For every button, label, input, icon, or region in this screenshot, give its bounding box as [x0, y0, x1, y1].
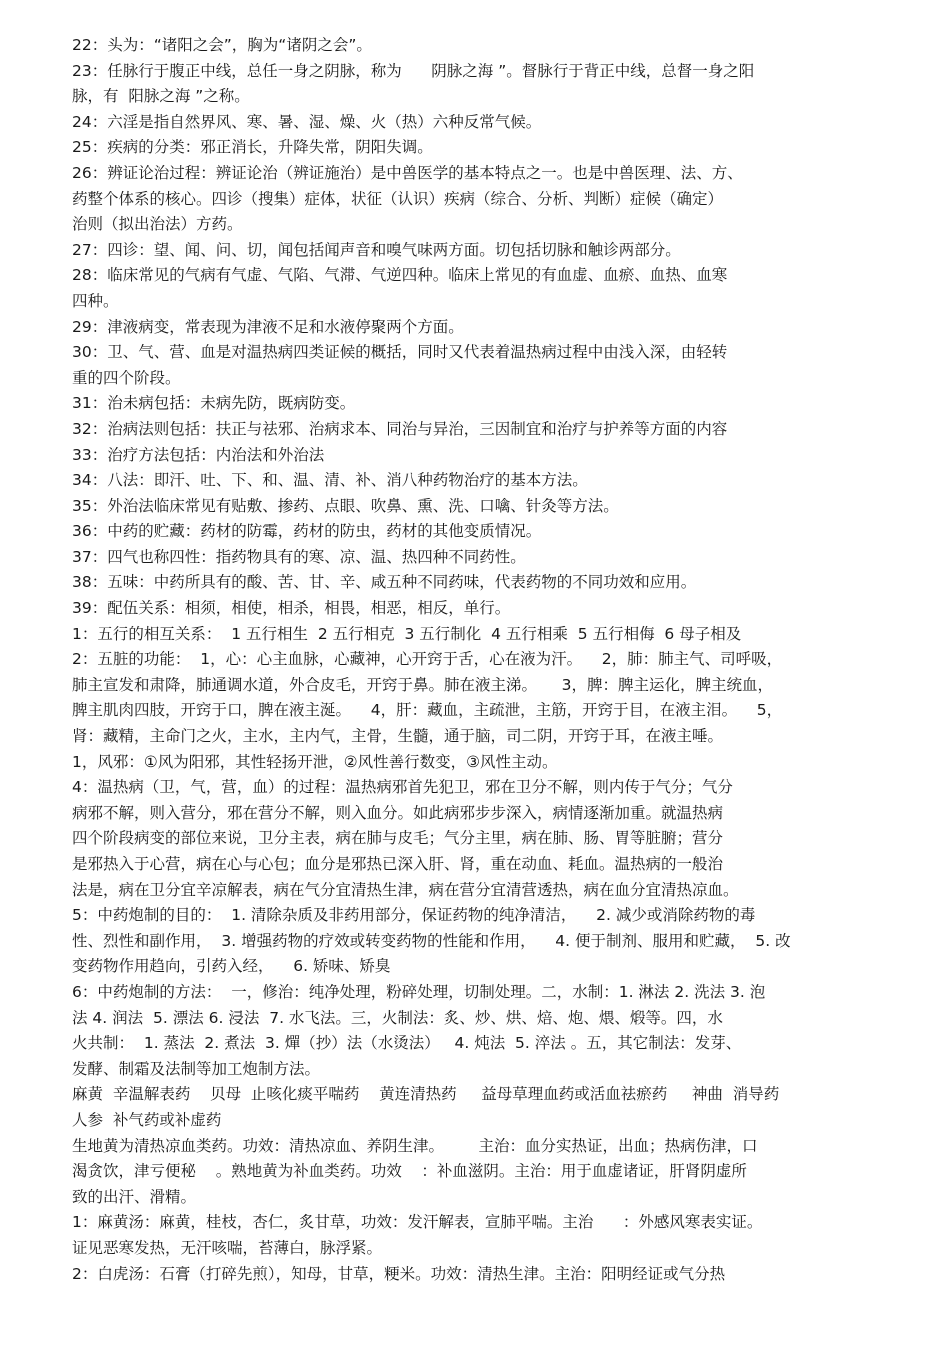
text-line: 治则（拟出治法）方药。	[72, 215, 243, 234]
text-line: 法 4. 润法 5. 漂法 6. 浸法 7. 水飞法。三，火制法：炙、炒、烘、焙、炮、煨、煅等。四，水	[72, 1008, 723, 1027]
text-line: 发酵、制霜及法制等加工炮制方法。	[72, 1059, 321, 1078]
text-line: 证见恶寒发热，无汗咳喘，苔薄白，脉浮紧。	[72, 1238, 383, 1257]
text-line: 脉，有 阳脉之海 ”之称。	[72, 87, 250, 106]
text-line: 37：四气也称四性：指药物具有的寒、凉、温、热四种不同药性。	[72, 547, 526, 566]
text-line: 生地黄为清热凉血类药。功效：清热凉血、养阴生津。 主治：血分实热证，出血；热病伤津，口	[72, 1136, 758, 1155]
text-line: 1：五行的相互关系： 1 五行相生 2 五行相克 3 五行制化 4 五行相乘 5 五行相侮 6 母子相及	[72, 624, 742, 643]
text-line: 26：辨证论治过程：辨证论治（辨证施治）是中兽医学的基本特点之一。也是中兽医理、法、方、	[72, 163, 743, 182]
text-line: 肾：藏精，主命门之火，主水，主内气，主骨，生髓，通于脑，司二阴，开窍于耳，在液主唾。	[72, 727, 724, 746]
text-line: 27：四诊：望、闻、问、切，闻包括闻声音和嗅气味两方面。切包括切脉和触诊两部分。	[72, 240, 681, 259]
text-line: 23：任脉行于腹正中线，总任一身之阴脉，称为 阴脉之海 ”。督脉行于背正中线，总督一身之阳	[72, 61, 755, 80]
text-line: 重的四个阶段。	[72, 368, 181, 387]
text-line: 性、烈性和副作用， 3. 增强药物的疗效或转变药物的性能和作用， 4. 便于制剂、服用和贮藏， 5. 改	[72, 931, 791, 950]
text-line: 致的出汗、滑精。	[72, 1187, 197, 1206]
text-line: 四个阶段病变的部位来说，卫分主表，病在肺与皮毛；气分主里，病在肺、肠、胃等脏腑；营分	[72, 829, 724, 848]
text-line: 药整个体系的核心。四诊（搜集）症体，状征（认识）疾病（综合、分析、判断）症候（确定）	[72, 189, 724, 208]
text-line: 38：五味：中药所具有的酸、苦、甘、辛、咸五种不同药味，代表药物的不同功效和应用。	[72, 573, 697, 592]
text-line: 四种。	[72, 291, 119, 310]
text-line: 24：六淫是指自然界风、寒、暑、湿、燥、火（热）六种反常气候。	[72, 112, 542, 131]
text-line: 36：中药的贮藏：药材的防霉，药材的防虫，药材的其他变质情况。	[72, 522, 542, 541]
text-line: 34：八法：即汗、吐、下、和、温、清、补、消八种药物治疗的基本方法。	[72, 471, 588, 490]
text-line: 5：中药炮制的目的： 1. 清除杂质及非药用部分，保证药物的纯净清洁， 2. 减少或消除药物的毒	[72, 906, 756, 925]
text-line: 35：外治法临床常见有贴敷、掺药、点眼、吹鼻、熏、洗、口噙、针灸等方法。	[72, 496, 619, 515]
text-line: 25：疾病的分类：邪正消长，升降失常，阴阳失调。	[72, 138, 433, 157]
text-line: 29：津液病变，常表现为津液不足和水液停聚两个方面。	[72, 317, 464, 336]
text-line: 病邪不解，则入营分，邪在营分不解，则入血分。如此病邪步步深入，病情逐渐加重。就温热病	[72, 803, 724, 822]
text-line: 麻黄 辛温解表药 贝母 止咳化痰平喘药 黄连清热药 益母草理血药或活血祛瘀药 神曲 消导药	[72, 1085, 780, 1104]
text-line: 渴贪饮，津亏便秘 。熟地黄为补血类药。功效 ：补血滋阴。主治：用于血虚诸证，肝肾阴虚所	[72, 1162, 747, 1181]
text-line: 39：配伍关系：相须，相使，相杀，相畏，相恶，相反，单行。	[72, 599, 511, 618]
text-line: 1，风邪：①风为阳邪，其性轻扬开泄，②风性善行数变，③风性主动。	[72, 752, 558, 771]
text-line: 4：温热病（卫，气，营，血）的过程：温热病邪首先犯卫，邪在卫分不解，则内传于气分；气分	[72, 778, 733, 797]
text-line: 肺主宣发和肃降，肺通调水道，外合皮毛，开窍于鼻。肺在液主涕。 3，脾：脾主运化，脾主统血，	[72, 675, 773, 694]
text-line: 人参 补气药或补虚药	[72, 1110, 222, 1129]
text-line: 6：中药炮制的方法： 一，修治：纯净处理，粉碎处理，切制处理。二，水制：1. 淋法 2. 洗法 3. 泡	[72, 982, 766, 1001]
text-line: 2：五脏的功能： 1，心：心主血脉，心藏神，心开窍于舌，心在液为汗。 2，肺：肺主气、司呼吸，	[72, 650, 783, 669]
text-line: 31：治未病包括：未病先防，既病防变。	[72, 394, 356, 413]
document-page	[72, 33, 887, 1287]
text-line: 变药物作用趋向，引药入经， 6. 矫味、矫臭	[72, 957, 391, 976]
text-line: 30：卫、气、营、血是对温热病四类证候的概括，同时又代表着温热病过程中由浅入深，由轻转	[72, 343, 728, 362]
text-line: 脾主肌肉四肢，开窍于口，脾在液主涎。 4，肝：藏血，主疏泄，主筋，开窍于目，在液主泪。 5，	[72, 701, 783, 720]
text-line: 2：白虎汤：石膏（打碎先煎），知母，甘草，粳米。功效：清热生津。主治：阳明经证或气分热	[72, 1264, 726, 1283]
text-line: 法是，病在卫分宜辛凉解表，病在气分宜清热生津，病在营分宜清营透热，病在血分宜清热凉血。	[72, 880, 739, 899]
text-line: 22：头为：“诸阳之会”，胸为“诸阴之会”。	[72, 36, 372, 54]
text-line: 是邪热入于心营，病在心与心包；血分是邪热已深入肝、肾，重在动血、耗血。温热病的一般治	[72, 855, 724, 873]
text-line: 火共制： 1. 蒸法 2. 煮法 3. 燀（抄）法（水烫法） 4. 炖法 5. 淬法 。五，其它制法：发芽、	[72, 1034, 742, 1053]
text-line: 33：治疗方法包括：内治法和外治法	[72, 445, 325, 464]
text-line: 28：临床常见的气病有气虚、气陷、气滞、气逆四种。临床上常见的有血虚、血瘀、血热、血寒	[72, 266, 728, 285]
text-line: 1：麻黄汤：麻黄，桂枝，杏仁，炙甘草，功效：发汗解表，宣肺平喘。主治 ：外感风寒表实证。	[72, 1213, 763, 1232]
text-line: 32：治病法则包括：扶正与祛邪、治病求本、同治与异治，三因制宜和治疗与护养等方面的内容	[72, 419, 728, 438]
